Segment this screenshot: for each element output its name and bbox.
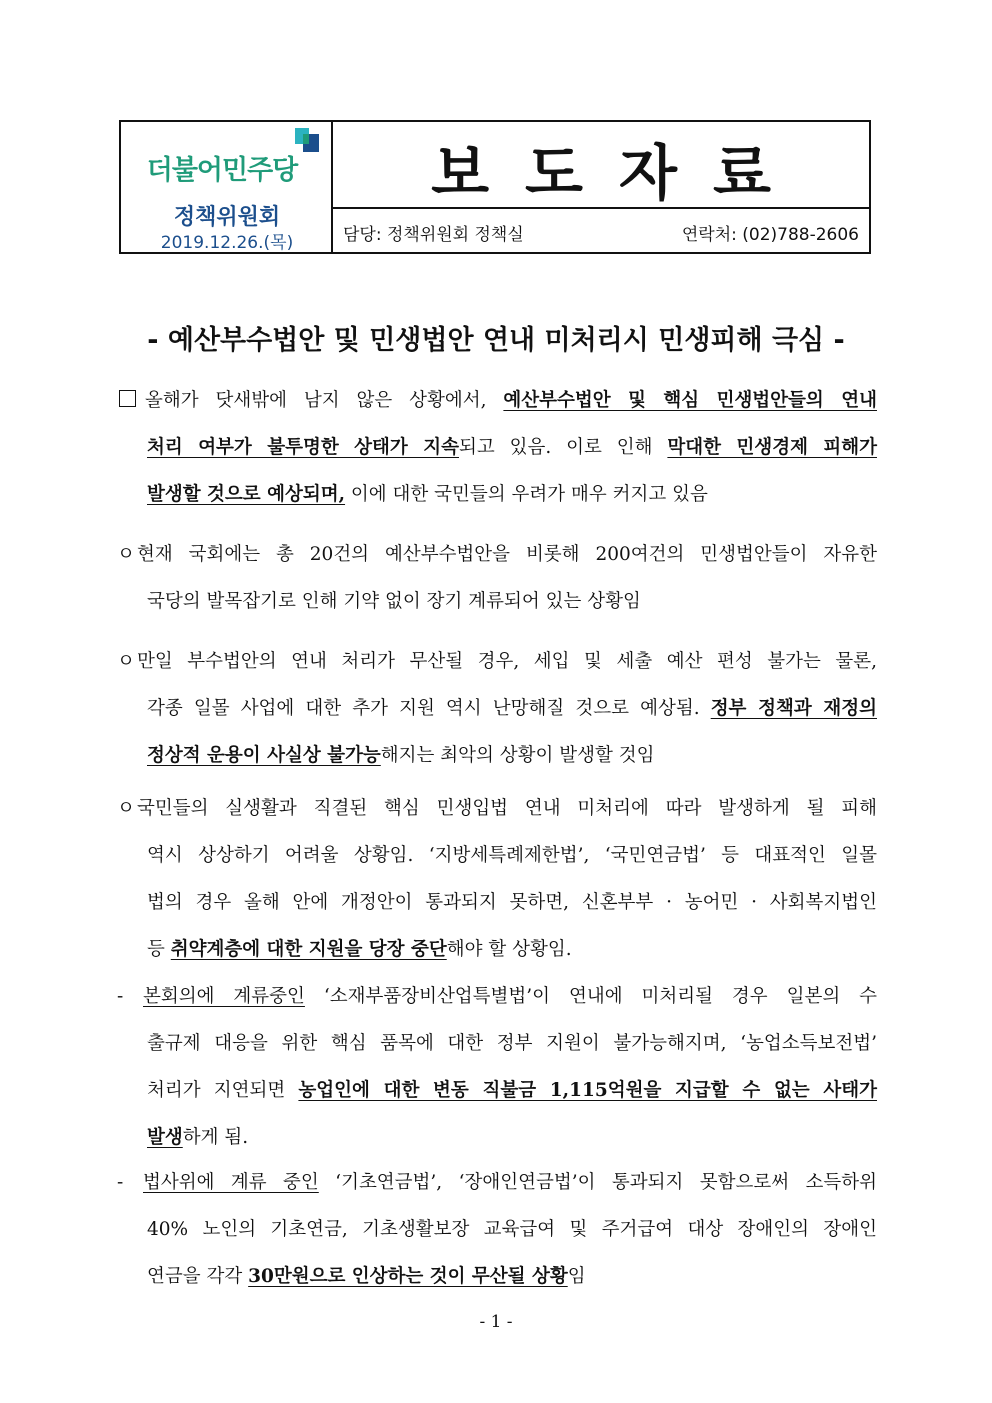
text-run: ‘소재부품장비산업특별법’이 연내에 미처리될 경우 일본의 수 [304,986,877,1007]
underlined-text: 본회의에 계류중인 [143,986,305,1007]
text-run: 하게 됨. [182,1127,249,1148]
doc-type-title: 보도자료 [431,139,807,209]
contact-dept: 담당: 정책위원회 정책실 [343,225,524,245]
text-line [117,1159,877,1206]
emphasis-text: 농업인에 대한 변동 직불금 1,115억원을 지급할 수 없는 사태가 [298,1080,877,1101]
paragraph-6 [117,1159,877,1300]
press-release-header [119,120,871,254]
text-line [117,1206,877,1253]
text-run: ‘기초연금법’, ‘장애인연금법’이 통과되지 못함으로써 소득하위 [318,1172,877,1193]
emphasis-text: 발생할 것으로 예상되며, [147,484,346,505]
paragraph-1 [117,377,877,518]
committee-name: 정책위원회 [173,205,281,230]
text-run: 처리가 지연되면 [147,1080,286,1101]
text-run: 올해가 닷새밖에 남지 않은 상황에서, [145,390,487,411]
emphasis-text: 취약계층에 대한 지원을 당장 중단 [170,939,447,960]
text-line [117,785,877,832]
bullet-marker: ㅇ [117,651,135,672]
text-line [117,926,877,973]
bullet-marker: ㅇ [117,544,135,565]
text-line [117,685,877,732]
text-run: 현재 국회에는 총 20건의 예산부수법안을 비롯해 200여건의 민생법안들이 자유한 [137,544,877,565]
text-line [117,424,877,471]
text-line [117,832,877,879]
text-line [117,578,877,625]
paragraph-3 [117,638,877,779]
bullet-marker: ㅇ [117,798,135,819]
bullet-marker: - [117,1172,124,1193]
party-logo-block [121,122,333,252]
text-run: 해야 할 상황임. [446,939,572,960]
paragraph-2 [117,531,877,625]
text-line [117,531,877,578]
doc-type-cell [333,122,869,209]
underlined-text: 법사위에 계류 중인 [143,1172,319,1193]
emphasis-text: 막대한 민생경제 피해가 [667,437,877,458]
release-date: 2019.12.26.(목) [160,233,294,253]
text-run: 법의 경우 올해 안에 개정안이 통과되지 못하면, 신혼부부 · 농어민 · 사회복지법인 [147,892,877,913]
text-line [117,1067,877,1114]
contact-row [333,209,869,252]
text-run: 출규제 대응을 위한 핵심 품목에 대한 정부 지원이 불가능해지며, ‘농업소득보전법’ [147,1033,877,1054]
emphasis-text: 예산부수법안 및 핵심 민생법안들의 연내 [503,390,877,411]
text-run: 40% 노인의 기초연금, 기초생활보장 교육급여 및 주거급여 대상 장애인의 장애인 [147,1219,877,1240]
emphasis-text: 30만원으로 인상하는 것이 무산될 상황 [248,1266,568,1287]
text-line [117,1114,877,1161]
party-name: 더불어민주당 [146,155,298,186]
text-line [117,879,877,926]
emphasis-text: 정상적 운용이 사실상 불가능 [147,745,381,766]
text-run: 해지는 최악의 상황이 발생할 것임 [380,745,655,766]
text-run: 국민들의 실생활과 직결된 핵심 민생입법 연내 미처리에 따라 발생하게 될 피해 [137,798,877,819]
text-line [117,377,877,424]
text-run: 각종 일몰 사업에 대한 추가 지원 역시 난망해질 것으로 예상됨. [147,698,700,719]
text-line [117,471,877,518]
text-run: 되고 있음. 이로 인해 [458,437,653,458]
paragraph-5 [117,973,877,1161]
text-run: 역시 상상하기 어려울 상황임. ‘지방세특례제한법’, ‘국민연금법’ 등 대표적인 일몰 [147,845,877,866]
text-line [117,638,877,685]
text-run: 임 [567,1266,586,1287]
emphasis-text: 처리 여부가 불투명한 상태가 지속 [147,437,459,458]
contact-phone: 연락처: (02)788-2606 [681,225,859,245]
emphasis-text: 정부 정책과 재정의 [710,698,877,719]
text-run: 만일 부수법안의 연내 처리가 무산될 경우, 세입 및 세출 예산 편성 불가는 물론, [137,651,877,672]
bullet-marker: - [117,986,124,1007]
text-line [117,1020,877,1067]
checkbox-bullet-icon [119,390,136,407]
text-line [117,732,877,779]
page-number: - 1 - [479,1312,513,1332]
text-run: 등 [147,939,165,960]
text-line [117,973,877,1020]
paragraph-4 [117,785,877,973]
text-run: 연금을 각각 [147,1266,243,1287]
emphasis-text: 발생 [147,1127,183,1148]
text-run: 이에 대한 국민들의 우려가 매우 커지고 있음 [345,484,708,505]
text-line [117,1253,877,1300]
text-run: 국당의 발목잡기로 인해 기약 없이 장기 계류되어 있는 상황임 [147,591,641,612]
headline: - 예산부수법안 및 민생법안 연내 미처리시 민생피해 극심 - [147,325,845,356]
